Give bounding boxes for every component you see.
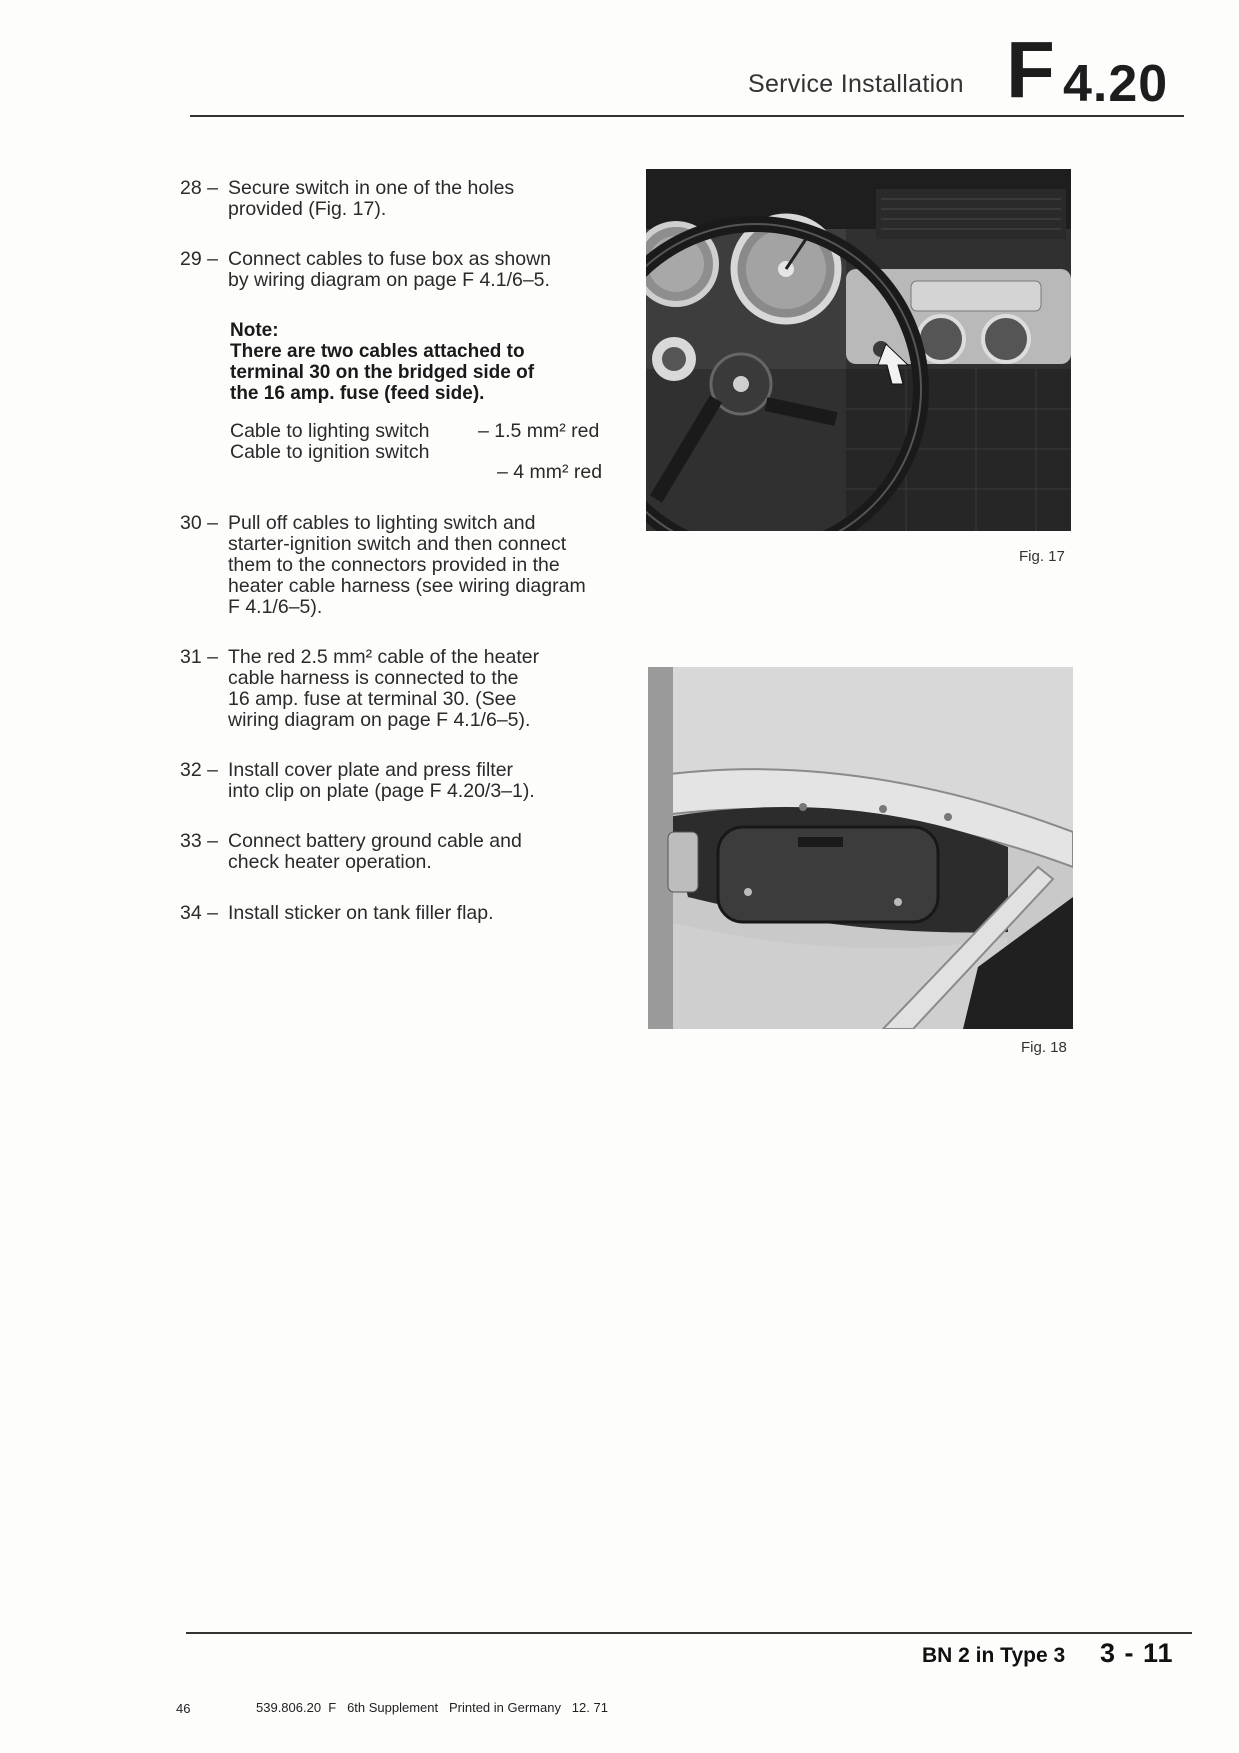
- note-line: the 16 amp. fuse (feed side).: [230, 383, 485, 404]
- step-34: [180, 903, 620, 924]
- note-line: terminal 30 on the bridged side of: [230, 362, 535, 383]
- publication-info: 539.806.20 F 6th Supplement Printed in Germany 12. 71: [256, 1700, 608, 1715]
- step-number: 28 –: [180, 177, 218, 199]
- cable-lighting-label: Cable to lighting switch: [230, 420, 430, 442]
- step-text: Install sticker on tank filler flap.: [228, 902, 494, 924]
- figure-17-photo: [646, 169, 1071, 531]
- edition-label: BN 2 in Type 3: [922, 1644, 1066, 1667]
- step-text: Connect battery ground cable and check heater operation.: [228, 830, 522, 873]
- step-32: [180, 760, 620, 802]
- section-code: F: [1006, 25, 1055, 114]
- section-number: 4.20: [1063, 55, 1169, 113]
- step-number: 32 –: [180, 759, 218, 781]
- step-text: Install cover plate and press filter into clip on plate (page F 4.20/3–1).: [228, 759, 535, 802]
- cable-lighting-value: – 1.5 mm² red: [478, 420, 600, 442]
- page-number: 3 - 11: [1100, 1638, 1174, 1668]
- step-number: 33 –: [180, 830, 218, 852]
- step-text: Pull off cables to lighting switch and starter-ignition switch and then connect them to the connectors provided in the heater cable harness (see wiring diagram F 4.1/6–5).: [228, 512, 586, 618]
- cable-ignition-value: – 4 mm² red: [497, 461, 603, 483]
- step-number: 29 –: [180, 248, 218, 270]
- step-number: 34 –: [180, 902, 218, 924]
- step-number: 31 –: [180, 646, 218, 668]
- header-rule: [190, 115, 1184, 117]
- step-30: [180, 513, 620, 618]
- note-line: There are two cables attached to: [230, 341, 525, 362]
- step-text: The red 2.5 mm² cable of the heater cable harness is connected to the 16 amp. fuse at terminal 30. (See wiring diagram on page F 4.1/6–5).: [228, 646, 540, 731]
- cable-ignition-label: Cable to ignition switch: [230, 441, 430, 463]
- step-text: Secure switch in one of the holes provided (Fig. 17).: [228, 177, 515, 220]
- step-31: [180, 647, 620, 731]
- note-heading: Note:: [230, 320, 279, 341]
- step-text: Connect cables to fuse box as shown by wiring diagram on page F 4.1/6–5.: [228, 248, 552, 291]
- step-29: [180, 249, 620, 291]
- step-33: [180, 831, 620, 873]
- step-number: 30 –: [180, 512, 218, 534]
- trunk-illustration: [648, 667, 1073, 1029]
- footer-rule: [186, 1632, 1192, 1634]
- dashboard-illustration: [646, 169, 1071, 531]
- note-block: [230, 320, 620, 404]
- figure-18-photo: [648, 667, 1073, 1029]
- page-header-title: Service Installation: [748, 70, 964, 98]
- figure-17-caption: Fig. 17: [1019, 548, 1065, 565]
- step-28: [180, 178, 620, 220]
- figure-18-caption: Fig. 18: [1021, 1039, 1067, 1056]
- sheet-number: 46: [176, 1701, 191, 1716]
